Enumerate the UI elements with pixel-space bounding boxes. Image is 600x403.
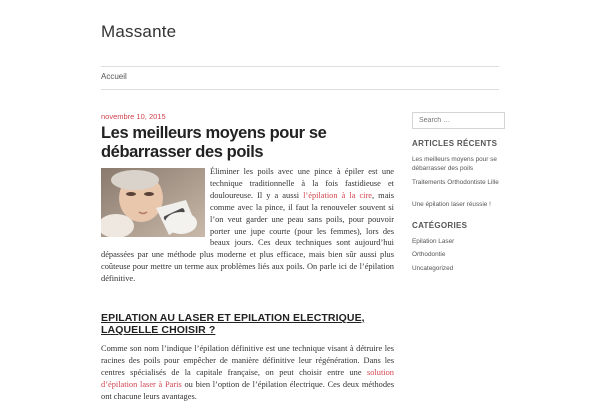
category-link[interactable]: Epilation Laser [412, 238, 455, 245]
widget-title-categories: CATÉGORIES [412, 221, 468, 230]
nav-bottom-divider [101, 89, 499, 90]
site-title[interactable]: Massante [101, 22, 177, 41]
post-title[interactable]: Les meilleurs moyens pour se débarrasser des poils [101, 124, 327, 161]
recent-post-link[interactable]: Les meilleurs moyens pour se débarrasser des poils [412, 156, 497, 172]
nav-item-accueil[interactable]: Accueil [101, 72, 127, 81]
search-input[interactable] [412, 112, 505, 129]
post-paragraph-2-text-b: ou bien l’option de l’épilation électrique. Ces deux méthodes ont chacune leurs avantages. [101, 379, 394, 401]
widget-title-recent: ARTICLES RÉCENTS [412, 139, 498, 148]
post-paragraph-1-text-a: Éliminer les poils avec une pince à épiler est une technique traditionnelle à la fois fastidieuse et douloureuse. Il y a aussi [210, 167, 394, 200]
post-paragraph-1-text-b: , mais comme avec la pince, il faut la renouveler souvent si l’on veut garder une peau sans poils, pour pouvoir porter une jupe courte (pour les femmes), lors des beaux jours. Ces deux techniques sont aujourd’hui dépassées par une méthode plus moderne et plus efficace, mais bien sûr aussi plus coûteuse pour mettre un terme aux problèmes liés aux poils. On parle ici de l’épilation définitive. [101, 190, 395, 284]
post-paragraph-2-text-a: Comme son nom l’indique l’épilation définitive est une technique visant à détruire les racines des poils pour empêcher de manière définitive leur régénération. Dans les centres spécialisés de la capitale française, on peut choisir entre une [101, 344, 394, 377]
section-heading: EPILATION AU LASER ET EPILATION ELECTRIQUE, LAQUELLE CHOISIR ? [101, 312, 365, 336]
recent-post-link[interactable]: Une épilation laser réussie ! [412, 201, 491, 208]
post-paragraph-1 [101, 166, 394, 285]
post-date[interactable]: novembre 10, 2015 [101, 112, 166, 121]
image-float-spacer [101, 166, 210, 241]
nav-top-divider [101, 66, 499, 67]
link-epilation-laser-paris[interactable]: solution d’épilation laser à Paris [101, 367, 394, 389]
recent-post-link[interactable]: Traitements Orthodontiste Lille [412, 179, 499, 186]
post-paragraph-2 [101, 343, 394, 403]
category-link[interactable]: Orthodontie [412, 251, 446, 258]
link-epilation-cire[interactable]: l’épilation à la cire [303, 190, 373, 200]
category-link[interactable]: Uncategorized [412, 265, 454, 272]
